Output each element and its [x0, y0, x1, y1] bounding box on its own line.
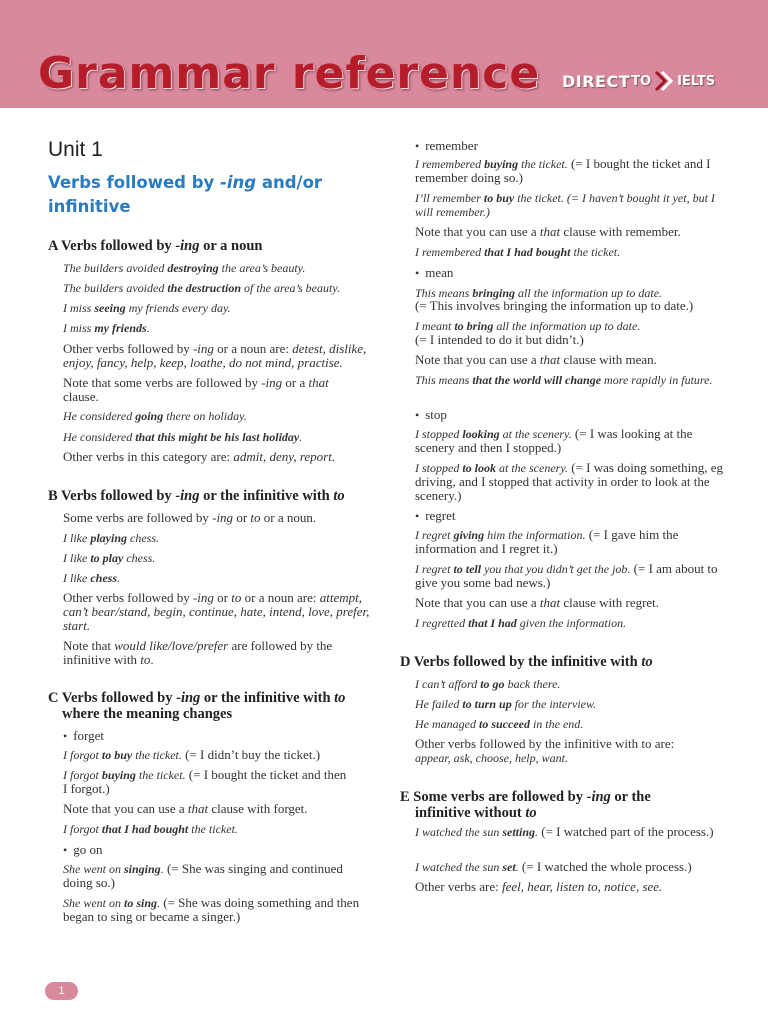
text-fragment: This means — [415, 373, 473, 387]
heading-e — [400, 789, 730, 821]
text-fragment: (= I bought the ticket and then I forgot.) — [63, 767, 347, 796]
rule-text — [63, 376, 353, 404]
text-fragment: that I had bought — [101, 822, 189, 836]
heading-d — [400, 654, 653, 670]
example-line — [415, 319, 640, 333]
example-line — [415, 245, 620, 259]
text-fragment: to — [250, 510, 261, 525]
text-fragment: seeing — [94, 301, 126, 315]
example-line — [63, 321, 150, 335]
text-fragment: to — [641, 654, 653, 670]
text-fragment: chess. — [127, 531, 159, 545]
text-fragment: or the — [610, 789, 651, 805]
rule-text — [415, 596, 659, 610]
text-fragment: Note that you can use a — [63, 801, 188, 816]
brand-direct: DIRECT — [562, 71, 631, 91]
text-fragment: She went on — [63, 862, 124, 876]
heading-ing: -ing — [175, 238, 200, 254]
text-fragment: destroying — [167, 261, 219, 275]
text-fragment: I stopped — [415, 461, 463, 475]
text-fragment: to — [525, 805, 537, 821]
text-fragment: infinitive without — [415, 805, 526, 821]
example-line — [63, 862, 363, 890]
example-line — [415, 562, 730, 590]
bullet-forget: • forget — [63, 728, 104, 744]
text-fragment: where the meaning changes — [62, 706, 233, 722]
text-fragment: (= She was doing something and then began to sing or became a singer.) — [63, 895, 360, 924]
text-fragment: E — [400, 789, 410, 805]
text-fragment: buying — [484, 157, 519, 171]
text-fragment: clause with remember. — [560, 224, 681, 239]
example-line — [63, 822, 238, 836]
text-fragment: I meant — [415, 319, 455, 333]
text-fragment: clause with mean. — [560, 352, 657, 367]
text-fragment: I like — [63, 531, 91, 545]
rule-text — [63, 802, 308, 816]
text-fragment: going — [135, 409, 164, 423]
text-fragment: for the interview. — [511, 697, 597, 711]
section-title-part: and/or — [256, 173, 323, 192]
text-fragment: Other verbs followed by — [63, 590, 193, 605]
example-line — [415, 616, 626, 630]
text-fragment: I remembered — [415, 245, 485, 259]
text-fragment: the ticket. — [132, 748, 182, 762]
text-fragment: Note that you can use a — [415, 595, 540, 610]
text-fragment: attempt, can’t bear/stand, begin, continue, hate, intend, love, prefer, start. — [63, 590, 370, 633]
text-fragment: Some verbs are followed by — [63, 510, 213, 525]
text-fragment: She went on — [63, 896, 124, 910]
text-fragment: singing — [124, 862, 161, 876]
text-fragment: at the scenery. — [499, 427, 572, 441]
text-fragment: I miss — [63, 301, 95, 315]
text-fragment: to buy — [483, 191, 515, 205]
text-fragment: . — [157, 896, 161, 910]
text-fragment: there on holiday. — [163, 409, 247, 423]
text-fragment: Verbs followed by — [61, 488, 176, 504]
text-fragment: I watched the sun — [415, 860, 503, 874]
text-fragment: I watched the sun — [415, 825, 503, 839]
text-fragment: clause. — [63, 389, 99, 404]
text-fragment: or — [213, 590, 232, 605]
text-fragment: He considered — [63, 430, 136, 444]
text-fragment: -ing — [192, 590, 214, 605]
page-header — [0, 0, 768, 108]
example-line — [415, 697, 596, 711]
text-fragment: playing — [90, 531, 127, 545]
text-fragment: my friends every day. — [125, 301, 231, 315]
rule-text — [63, 450, 335, 464]
rule-text — [63, 639, 363, 667]
text-fragment: all the information up to date. — [515, 286, 663, 300]
text-fragment: -ing — [212, 510, 234, 525]
text-fragment: the area’s beauty. — [218, 261, 306, 275]
text-fragment: given the information. — [516, 616, 627, 630]
text-fragment: admit, deny, report. — [233, 449, 336, 464]
text-fragment: chess — [90, 571, 117, 585]
text-fragment: I like — [63, 551, 91, 565]
text-fragment: looking — [462, 427, 500, 441]
text-fragment: to play — [90, 551, 124, 565]
rule-text — [415, 353, 657, 367]
rule-text — [63, 591, 378, 633]
text-fragment: (= I was looking at the scenery and then I stopped.) — [415, 426, 693, 455]
text-fragment: I’ll remember — [415, 191, 484, 205]
text-fragment: . — [117, 571, 120, 585]
text-fragment: (= I bought the ticket and I remember doing so.) — [415, 156, 711, 185]
text-fragment: the ticket. — [135, 768, 186, 782]
text-fragment: chess. — [123, 551, 156, 565]
text-fragment: I regret — [415, 562, 454, 576]
text-fragment: I regret — [415, 528, 454, 542]
text-fragment: or — [233, 510, 251, 525]
text-fragment: the ticket. (= I haven’t bought it yet, but I will remember.) — [415, 191, 715, 219]
text-fragment: I forgot — [63, 748, 102, 762]
page-number: 1 — [45, 982, 78, 1000]
gloss-text: (= This involves bringing the information up to date.) — [415, 298, 694, 313]
text-fragment: buying — [101, 768, 136, 782]
text-fragment: C — [48, 690, 59, 706]
text-fragment: to look — [462, 461, 496, 475]
text-fragment: more rapidly in future. — [601, 373, 713, 387]
text-fragment: The builders avoided — [63, 281, 168, 295]
text-fragment: Other verbs in this category are: — [63, 449, 234, 464]
text-fragment: . — [299, 430, 303, 444]
example-line — [63, 768, 353, 796]
text-fragment: Note that you can use a — [415, 224, 540, 239]
text-fragment: or the infinitive with — [200, 690, 335, 706]
text-fragment: at the scenery. — [496, 461, 568, 475]
heading-text: Verbs followed by — [61, 238, 176, 254]
text-fragment: clause with forget. — [208, 801, 308, 816]
text-fragment: Some verbs are followed by — [413, 789, 587, 805]
page-title: Grammar reference — [38, 48, 541, 99]
example-line — [415, 717, 583, 731]
example-line — [415, 677, 560, 691]
text-fragment: setting — [502, 825, 535, 839]
bullet-stop: • stop — [415, 407, 447, 423]
text-fragment: . — [160, 862, 164, 876]
example-line — [415, 191, 715, 219]
text-fragment: to — [333, 488, 345, 504]
text-fragment: D — [400, 654, 411, 670]
text-fragment: in the end. — [529, 717, 584, 731]
verb-list: appear, ask, choose, help, want. — [415, 751, 568, 765]
text-fragment: to — [140, 652, 151, 667]
text-fragment: to bring — [454, 319, 494, 333]
example-line — [415, 528, 725, 556]
text-fragment: or a noun are: — [213, 341, 293, 356]
text-fragment: (= I watched the whole process.) — [518, 859, 692, 874]
text-fragment: clause with regret. — [560, 595, 660, 610]
text-fragment: giving — [453, 528, 485, 542]
text-fragment: This means — [415, 286, 473, 300]
text-fragment: the ticket. — [570, 245, 621, 259]
heading-c — [48, 690, 388, 722]
text-fragment: Other verbs are: — [415, 879, 502, 894]
text-fragment: the destruction — [167, 281, 242, 295]
text-fragment: The builders avoided — [63, 261, 168, 275]
text-fragment: would like/love/prefer — [114, 638, 229, 653]
gloss-text: (= I intended to do it but didn’t.) — [415, 332, 584, 347]
text-fragment: Note that you can use a — [415, 352, 540, 367]
text-fragment: . — [515, 860, 519, 874]
text-fragment: to succeed — [478, 717, 530, 731]
bullet-regret: • regret — [415, 508, 456, 524]
text-fragment: the ticket. — [518, 157, 568, 171]
example-line — [63, 261, 305, 275]
text-fragment: (= I gave him the information and I regret it.) — [415, 527, 679, 556]
rule-text — [63, 511, 316, 525]
example-line — [415, 157, 735, 185]
example-line — [63, 301, 231, 315]
text-fragment: . — [150, 652, 154, 667]
example-line — [415, 860, 692, 874]
text-fragment: my friends — [94, 321, 147, 335]
heading-letter: A — [48, 238, 58, 254]
text-fragment: I miss — [63, 321, 95, 335]
text-fragment: (= I watched part of the process.) — [538, 824, 714, 839]
text-fragment: that I had — [468, 616, 517, 630]
heading-a — [48, 238, 262, 254]
text-fragment: (= I am about to give you some bad news.) — [415, 561, 718, 590]
text-fragment: (= I didn’t buy the ticket.) — [181, 747, 321, 762]
text-fragment: set — [502, 860, 516, 874]
text-fragment: I stopped — [415, 427, 463, 441]
example-line — [415, 427, 725, 455]
brand-ielts: IELTS — [677, 73, 716, 89]
text-fragment: or a noun. — [260, 510, 317, 525]
section-title — [48, 171, 378, 219]
text-fragment: I regretted — [415, 616, 469, 630]
text-fragment: or a noun are: — [241, 590, 320, 605]
section-title-line2: infinitive — [48, 197, 131, 216]
text-fragment: I remembered — [415, 157, 485, 171]
text-fragment: to buy — [101, 748, 133, 762]
text-fragment: -ing — [192, 341, 214, 356]
text-fragment: bringing — [472, 286, 516, 300]
text-fragment: of the area’s beauty. — [241, 281, 341, 295]
text-fragment: that — [539, 224, 561, 239]
text-fragment: Verbs followed by the infinitive with — [413, 654, 642, 670]
text-fragment: that I had bought — [484, 245, 571, 259]
text-fragment: to turn up — [462, 697, 512, 711]
example-line — [415, 373, 715, 387]
text-fragment: you that you didn’t get the job. — [481, 562, 631, 576]
text-fragment: -ing — [175, 488, 200, 504]
text-fragment: or a — [282, 375, 309, 390]
text-fragment: Other verbs followed by — [63, 341, 193, 356]
example-line — [63, 531, 159, 545]
example-line — [415, 461, 730, 503]
brand-to: TO — [631, 73, 652, 89]
example-line — [415, 825, 715, 839]
text-fragment: . — [146, 321, 150, 335]
text-fragment: or the infinitive with — [199, 488, 334, 504]
text-fragment: Note that some verbs are followed by — [63, 375, 262, 390]
example-line — [63, 551, 155, 565]
text-fragment: I like — [63, 571, 91, 585]
section-title-part: Verbs followed by — [48, 173, 221, 192]
text-fragment: (= I was doing something, eg driving, and I stopped that activity in order to look at the scenery.) — [415, 460, 723, 503]
text-fragment: I forgot — [63, 822, 102, 836]
example-line — [63, 748, 320, 762]
arrow-icon — [653, 70, 675, 92]
example-line — [63, 571, 120, 585]
text-fragment: are followed by the infinitive with — [63, 638, 333, 667]
text-fragment: feel, hear, listen to, notice, see. — [502, 879, 663, 894]
text-fragment: him the information. — [484, 528, 586, 542]
text-fragment: Verbs followed by — [61, 690, 177, 706]
text-fragment: -ing — [586, 789, 611, 805]
section-title-ing: -ing — [220, 173, 257, 192]
text-fragment: B — [48, 488, 58, 504]
text-fragment: to — [231, 590, 242, 605]
bullet-mean: • mean — [415, 265, 453, 281]
heading-b — [48, 488, 345, 504]
text-fragment: that this might be his last holiday — [135, 430, 300, 444]
text-fragment: to sing — [124, 896, 158, 910]
example-line — [63, 409, 247, 423]
text-fragment: to tell — [453, 562, 482, 576]
text-fragment: all the information up to date. — [493, 319, 641, 333]
text-fragment: -ing — [261, 375, 283, 390]
example-line — [63, 430, 302, 444]
text-fragment: He managed — [415, 717, 479, 731]
text-fragment: that — [308, 375, 329, 390]
text-fragment: He failed — [415, 697, 463, 711]
bullet-go-on: • go on — [63, 842, 102, 858]
text-fragment: detest, dislike, enjoy, fancy, help, keep, loathe, do not mind, practise. — [63, 341, 367, 370]
text-fragment: Note that — [63, 638, 115, 653]
text-fragment: that — [539, 595, 561, 610]
text-fragment: He considered — [63, 409, 136, 423]
example-line — [63, 281, 340, 295]
text-fragment: I can’t afford — [415, 677, 481, 691]
rule-text: Other verbs followed by the infinitive with to are: — [415, 736, 675, 751]
unit-heading: Unit 1 — [48, 138, 103, 161]
text-fragment: to go — [480, 677, 505, 691]
example-line — [63, 896, 363, 924]
text-fragment: (= She was singing and continued doing so.) — [63, 861, 343, 890]
heading-text: or a noun — [199, 238, 263, 254]
text-fragment: I forgot — [63, 768, 102, 782]
text-fragment: . — [535, 825, 538, 839]
rule-text — [415, 880, 662, 894]
bullet-remember: • remember — [415, 138, 478, 154]
text-fragment: that — [539, 352, 561, 367]
brand-logo — [562, 67, 715, 95]
rule-text — [415, 225, 681, 239]
text-fragment: that the world will change — [472, 373, 602, 387]
text-fragment: that — [187, 801, 209, 816]
text-fragment: back there. — [504, 677, 561, 691]
rule-text — [63, 342, 383, 370]
text-fragment: to — [334, 690, 346, 706]
text-fragment: the ticket. — [188, 822, 238, 836]
text-fragment: -ing — [176, 690, 201, 706]
